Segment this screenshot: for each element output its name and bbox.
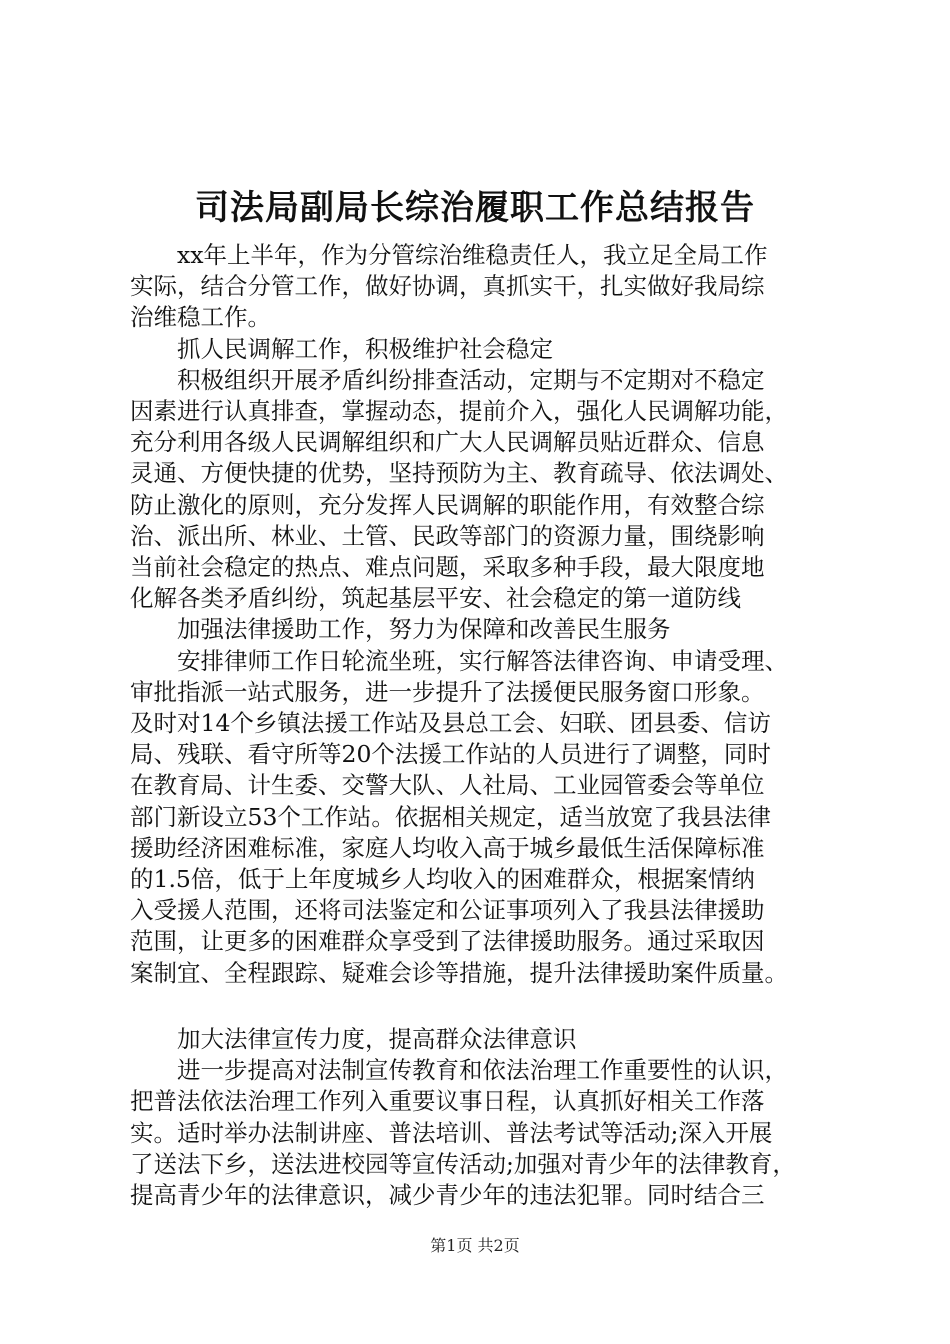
page-number: 第1页 共2页 bbox=[430, 1236, 520, 1255]
paragraph-line: 在教育局、计生委、交警大队、人社局、工业园管委会等单位 bbox=[130, 771, 765, 800]
paragraph-line: 范围，让更多的困难群众享受到了法律援助服务。通过采取因 bbox=[130, 927, 765, 956]
paragraph-line: 灵通、方便快捷的优势，坚持预防为主、教育疏导、依法调处、 bbox=[130, 459, 788, 488]
paragraph-line: 安排律师工作日轮流坐班，实行解答法律咨询、申请受理、 bbox=[130, 646, 788, 675]
paragraph-line: 因素进行认真排查，掌握动态，提前介入，强化人民调解功能， bbox=[130, 397, 788, 425]
paragraph-line: 了送法下乡，送法进校园等宣传活动;加强对青少年的法律教育， bbox=[130, 1149, 796, 1178]
paragraph-line: 积极组织开展矛盾纠纷排查活动，定期与不定期对不稳定 bbox=[130, 365, 765, 394]
paragraph-line: 审批指派一站式服务，进一步提升了法援便民服务窗口形象。 bbox=[130, 677, 765, 706]
paragraph-line: 实际，结合分管工作，做好协调，真抓实干，扎实做好我局综 bbox=[130, 272, 765, 301]
paragraph-line: 局、残联、看守所等20个法援工作站的人员进行了调整，同时 bbox=[130, 740, 771, 769]
paragraph-line: 充分利用各级人民调解组织和广大人民调解员贴近群众、信息 bbox=[130, 428, 765, 457]
paragraph-line: 加大法律宣传力度，提高群众法律意识 bbox=[130, 1025, 577, 1053]
paragraph-line: 援助经济困难标准，家庭人均收入高于城乡最低生活保障标准 bbox=[130, 833, 765, 862]
paragraph-line bbox=[130, 987, 830, 1021]
paragraph-line: 把普法依法治理工作列入重要议事日程，认真抓好相关工作落 bbox=[130, 1087, 765, 1116]
paragraph-line: xx年上半年，作为分管综治维稳责任人，我立足全局工作 bbox=[130, 241, 768, 269]
paragraph-line: 提高青少年的法律意识，减少青少年的违法犯罪。同时结合三 bbox=[130, 1181, 765, 1209]
paragraph-line: 抓人民调解工作，积极维护社会稳定 bbox=[130, 334, 553, 363]
paragraph-line: 化解各类矛盾纠纷，筑起基层平安、社会稳定的第一道防线 bbox=[130, 584, 741, 613]
paragraph-line: 入受援人范围，还将司法鉴定和公证事项列入了我县法律援助 bbox=[130, 896, 765, 925]
paragraph-line: 当前社会稳定的热点、难点问题，采取多种手段，最大限度地 bbox=[130, 553, 765, 581]
paragraph-line: 及时对14个乡镇法援工作站及县总工会、妇联、团县委、信访 bbox=[130, 709, 771, 737]
paragraph-line: 的1.5倍，低于上年度城乡人均收入的困难群众，根据案情纳 bbox=[130, 865, 755, 893]
paragraph-line: 治、派出所、林业、土管、民政等部门的资源力量，围绕影响 bbox=[130, 521, 765, 550]
document-title: 司法局副局长综治履职工作总结报告 bbox=[195, 188, 755, 228]
paragraph-line: 治维稳工作。 bbox=[130, 303, 271, 332]
paragraph-line: 案制宜、全程跟踪、疑难会诊等措施，提升法律援助案件质量。 bbox=[130, 958, 788, 987]
paragraph-line: 加强法律援助工作，努力为保障和改善民生服务 bbox=[130, 615, 671, 644]
paragraph-line: 部门新设立53个工作站。依据相关规定，适当放宽了我县法律 bbox=[130, 802, 771, 831]
paragraph-line: 进一步提高对法制宣传教育和依法治理工作重要性的认识， bbox=[130, 1056, 788, 1085]
paragraph-line: 实。适时举办法制讲座、普法培训、普法考试等活动;深入开展 bbox=[130, 1118, 773, 1147]
paragraph-line: 防止激化的原则，充分发挥人民调解的职能作用，有效整合综 bbox=[130, 490, 765, 519]
